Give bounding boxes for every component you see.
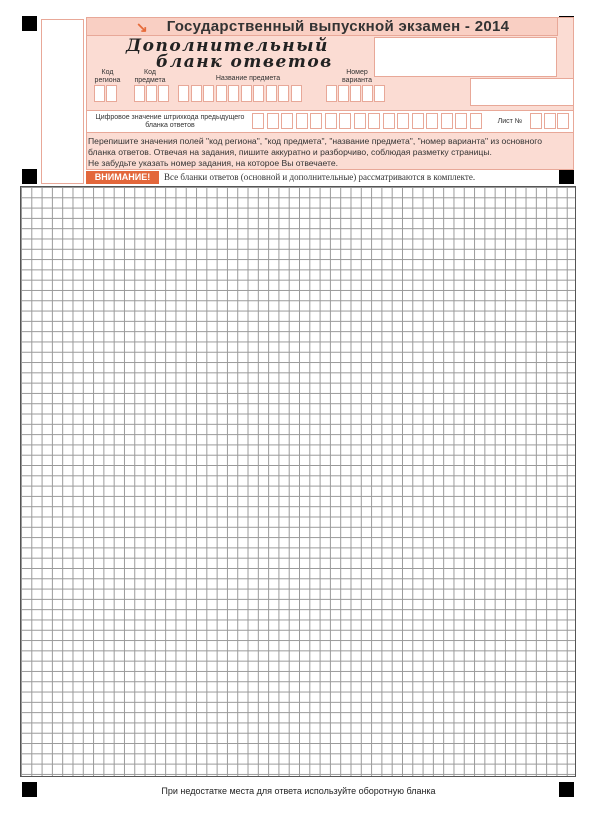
input-cell[interactable] [191,85,202,102]
registration-marker-top-left [22,16,37,31]
barcode-area [41,19,84,184]
input-cell[interactable] [374,85,385,102]
input-cell[interactable] [228,85,239,102]
input-cell[interactable] [267,113,279,129]
input-cell[interactable] [325,113,337,129]
subtitle-line1: Дополнительный [126,36,329,56]
registration-marker-mid-left [22,169,37,184]
input-cell[interactable] [158,85,169,102]
input-cell[interactable] [426,113,438,129]
input-cell[interactable] [338,85,349,102]
input-cell[interactable] [94,85,105,102]
registration-marker-mid-right [559,169,574,184]
input-cell[interactable] [310,113,322,129]
footer-note: При недостатке места для ответа используйте оборотную бланка [161,786,436,796]
input-cell[interactable] [530,113,542,129]
input-cell[interactable] [557,113,569,129]
right-white-box [470,78,574,106]
instruction-line: бланка ответов. Отвечая на задания, пишите аккуратно и разборчиво, соблюдая разметку страницы. [88,147,492,157]
input-cell[interactable] [253,85,264,102]
input-cell[interactable] [203,85,214,102]
input-cell[interactable] [134,85,145,102]
answer-grid[interactable] [20,186,576,777]
input-cell[interactable] [455,113,467,129]
input-cell[interactable] [326,85,337,102]
barcode-label: Цифровое значение штрихкода предыдущего бланка ответов [95,114,245,129]
input-cell[interactable] [296,113,308,129]
input-cell[interactable] [350,85,361,102]
instruction-line: Перепишите значения полей "код региона", "код предмета", "название предмета", "номер варианта" из основного [88,136,542,146]
input-cell[interactable] [368,113,380,129]
input-cell[interactable] [383,113,395,129]
input-cell[interactable] [397,113,409,129]
subtitle-line2: бланк ответов [156,52,333,72]
input-cell[interactable] [544,113,556,129]
input-cell[interactable] [106,85,117,102]
input-cell[interactable] [252,113,264,129]
input-cell[interactable] [470,113,482,129]
input-cell[interactable] [278,85,289,102]
input-cell[interactable] [441,113,453,129]
input-cell[interactable] [241,85,252,102]
input-cell[interactable] [281,113,293,129]
variant-number-label: Номер варианта [341,69,373,84]
arrow-icon: ↘ [136,19,148,35]
input-cell[interactable] [362,85,373,102]
input-cell[interactable] [412,113,424,129]
input-cell[interactable] [291,85,302,102]
attention-text: Все бланки ответов (основной и дополнительные) рассматриваются в комплекте. [164,172,476,182]
sheet-number-label: Лист № [497,118,523,125]
signature-box [374,37,557,77]
attention-badge: ВНИМАНИЕ! [86,171,159,184]
region-code-label: Код региона [94,69,121,84]
subject-code-label: Код предмета [134,69,166,84]
input-cell[interactable] [354,113,366,129]
input-cell[interactable] [216,85,227,102]
instructions [88,136,574,169]
subject-name-label: Название предмета [215,75,281,82]
input-cell[interactable] [339,113,351,129]
input-cell[interactable] [146,85,157,102]
page-title: Государственный выпускной экзамен - 2014 [166,18,510,35]
instruction-line: Не забудьте указать номер задания, на которое Вы отвечаете. [88,158,339,168]
input-cell[interactable] [266,85,277,102]
input-cell[interactable] [178,85,189,102]
